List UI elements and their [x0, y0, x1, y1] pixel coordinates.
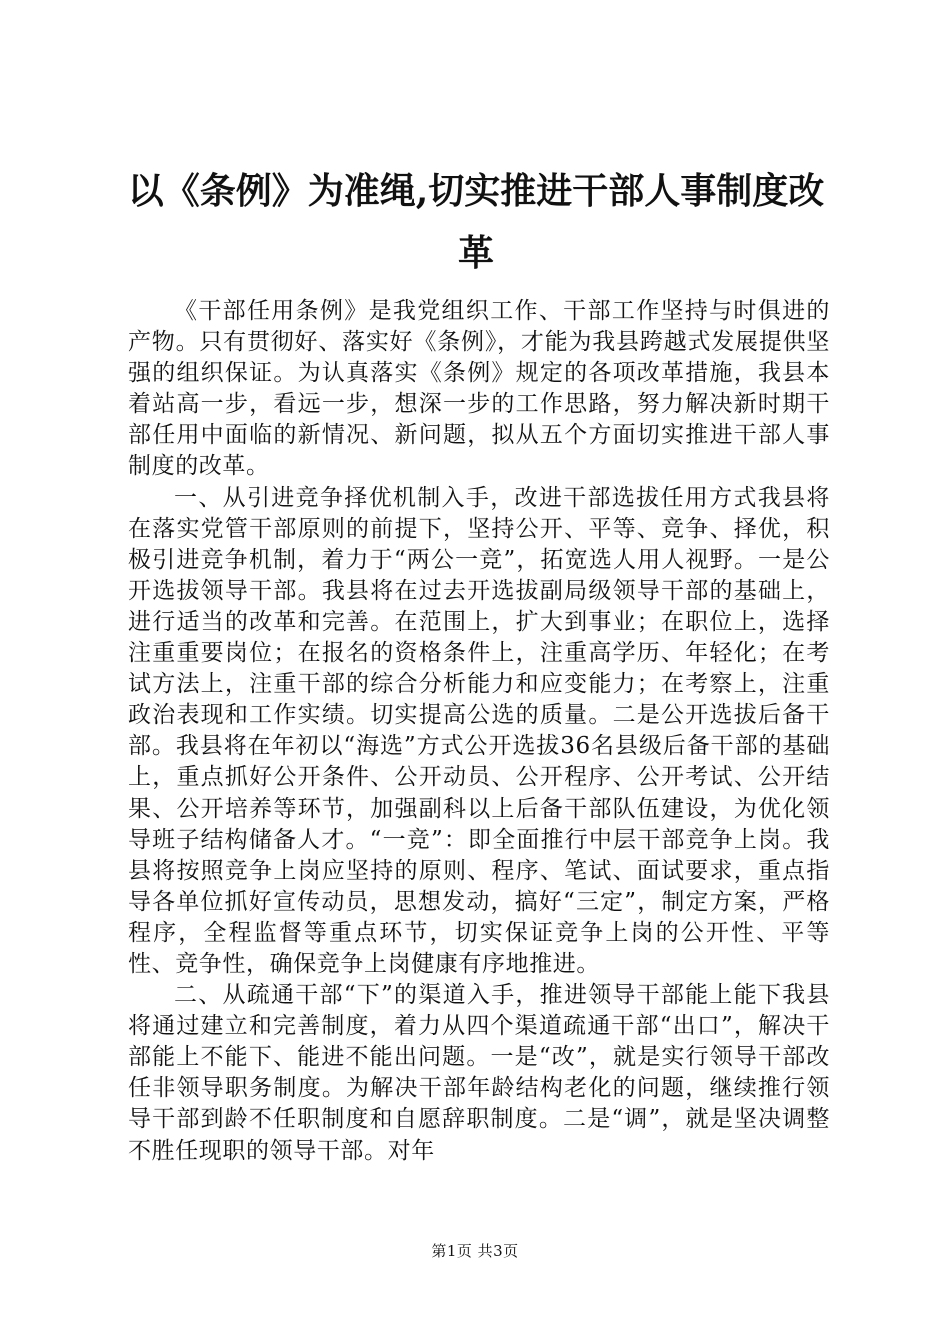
paragraph-intro: 《干部任用条例》是我党组织工作、干部工作坚持与时俱进的产物。只有贯彻好、落实好《条例》，才能为我县跨越式发展提供坚强的组织保证。为认真落实《条例》规定的各项改革措施，我县本着站高一步，看远一步，想深一步的工作思路，努力解决新时期干部任用中面临的新情况、新问题，拟从五个方面切实推进干部人事制度的改革。 — [128, 298, 830, 480]
document-title — [120, 160, 832, 284]
paragraph-section-1: 一、从引进竞争择优机制入手，改进干部选拔任用方式我县将在落实党管干部原则的前提下，坚持公开、平等、竞争、择优，积极引进竞争机制，着力于“两公一竞”，拓宽选人用人视野。一是公开选拔领导干部。我县将在过去开选拔副局级领导干部的基础上，进行适当的改革和完善。在范围上，扩大到事业；在职位上，选择注重重要岗位；在报名的资格条件上，注重高学历、年轻化；在考试方法上，注重干部的综合分析能力和应变能力；在考察上，注重政治表现和工作实绩。切实提高公选的质量。二是公开选拔后备干部。我县将在年初以“海选”方式公开选拔36名县级后备干部的基础上，重点抓好公开条件、公开动员、公开程序、公开考试、公开结果、公开培养等环节，加强副科以上后备干部队伍建设，为优化领导班子结构储备人才。“一竞”：即全面推行中层干部竞争上岗。我县将按照竞争上岗应坚持的原则、程序、笔试、面试要求，重点指导各单位抓好宣传动员，思想发动，搞好“三定”，制定方案，严格程序，全程监督等重点环节，切实保证竞争上岗的公开性、平等性、竞争性，确保竞争上岗健康有序地推进。 — [128, 484, 830, 977]
title-line-1: 以《条例》为准绳,切实推进干部人事制度改 — [127, 170, 825, 212]
paragraph-section-2: 二、从疏通干部“下”的渠道入手，推进领导干部能上能下我县将通过建立和完善制度，着力从四个渠道疏通干部“出口”，解决干部能上不能下、能进不能出问题。一是“改”，就是实行领导干部改任非领导职务制度。为解决干部年龄结构老化的问题，继续推行领导干部到龄不任职制度和自愿辞职制度。二是“调”，就是坚决调整不胜任现职的领导干部。对年 — [128, 982, 830, 1164]
document-body — [128, 296, 830, 1167]
page-footer: 第1页 共3页 — [431, 1242, 519, 1260]
title-line-2: 革 — [457, 232, 494, 274]
